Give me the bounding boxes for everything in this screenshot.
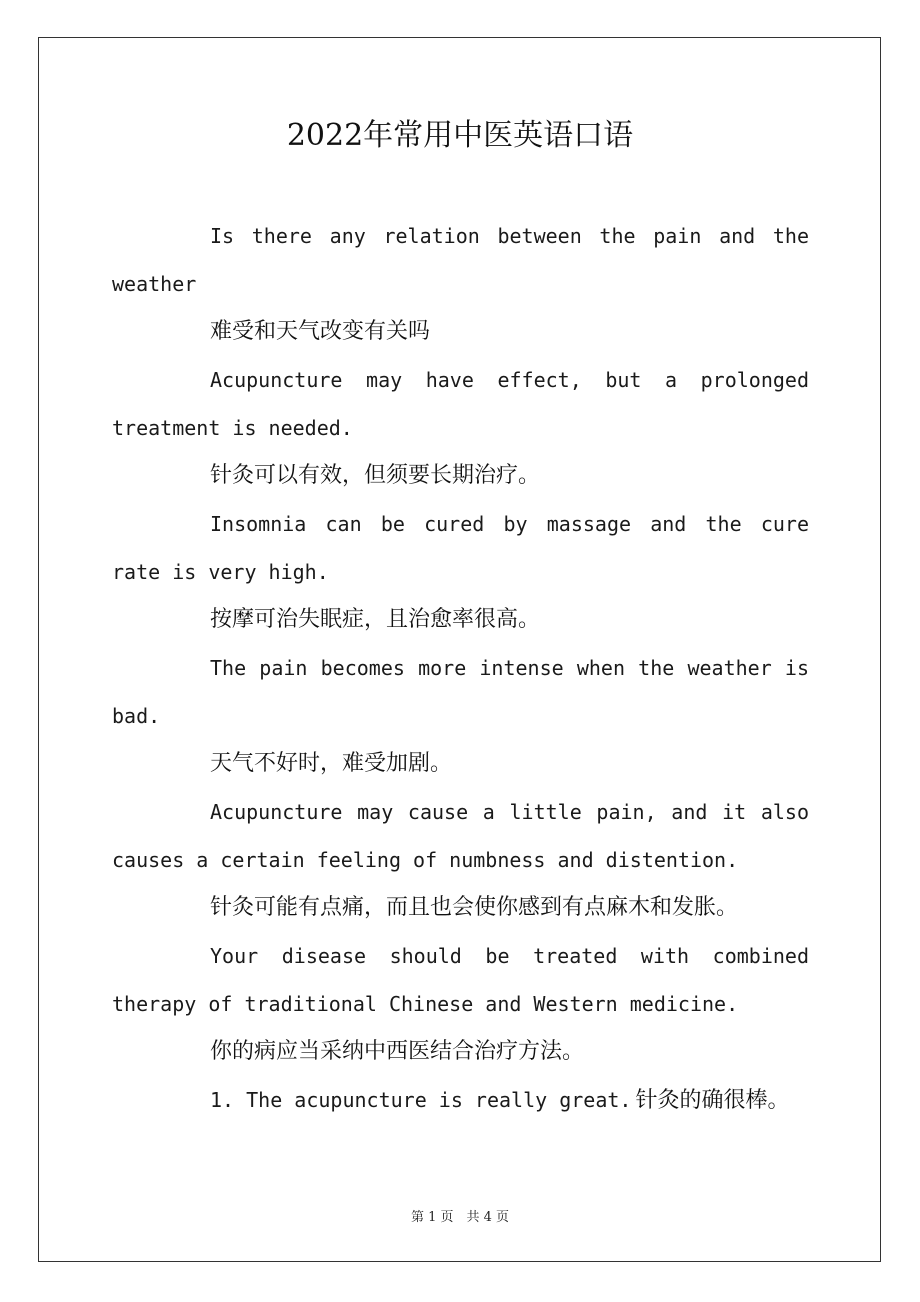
- page-number-footer: 第 1 页 共 4 页: [410, 1210, 510, 1225]
- paragraph-zh-3: 按摩可治失眠症，且治愈率很高。: [210, 607, 541, 632]
- paragraph-zh-6: 你的病应当采纳中西医结合治疗方法。: [210, 1039, 585, 1064]
- paragraph-en-5: Acupuncture may cause a little pain, and it also causes a certain feeling of numbness and distention.: [112, 800, 809, 872]
- paragraph-en-1: Is there any relation between the pain and the weather: [112, 224, 809, 296]
- paragraph-en-2: Acupuncture may have effect, but a prolonged treatment is needed.: [112, 368, 809, 440]
- document-body: [112, 212, 809, 1127]
- numbered-line-en: 1. The acupuncture is really great.: [210, 1088, 632, 1112]
- numbered-line-1: [112, 1076, 809, 1127]
- numbered-line-zh: 针灸的确很棒。: [635, 1088, 790, 1113]
- paragraph-en-3: Insomnia can be cured by massage and the cure rate is very high.: [112, 512, 809, 584]
- paragraph-zh-2: 针灸可以有效，但须要长期治疗。: [210, 463, 541, 488]
- paragraph-zh-4: 天气不好时，难受加剧。: [210, 751, 453, 776]
- paragraph-en-4: The pain becomes more intense when the weather is bad.: [112, 656, 809, 728]
- document-title: 2022年常用中医英语口语: [286, 118, 634, 153]
- paragraph-en-6: Your disease should be treated with combined therapy of traditional Chinese and Western medicine.: [112, 944, 809, 1016]
- paragraph-zh-1: 难受和天气改变有关吗: [210, 319, 431, 344]
- paragraph-zh-5: 针灸可能有点痛，而且也会使你感到有点麻木和发胀。: [210, 895, 739, 920]
